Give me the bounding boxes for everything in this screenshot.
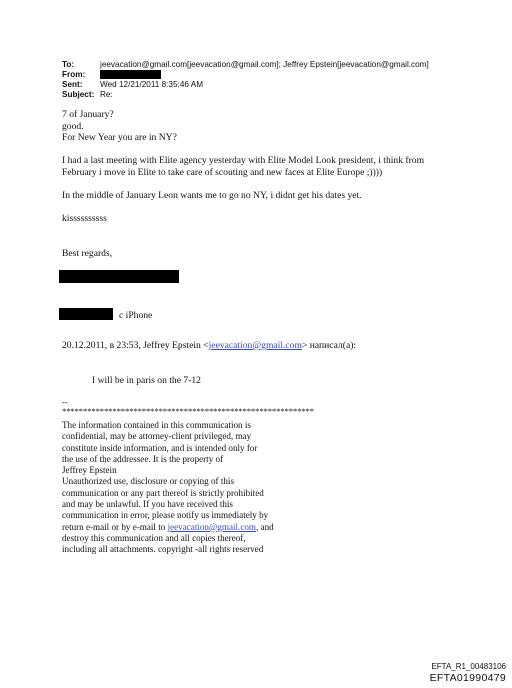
notice-line-12: including all attachments. copyright -all rights reserved [62,544,264,555]
body-line-2: good. [62,121,84,132]
from-label: From: [62,70,86,79]
bates-number-large: EFTA01990479 [429,672,506,684]
signature-stars: ************************************************************ [62,406,314,416]
notice-line-2: confidential, may be attorney-client privileged, may [62,431,252,442]
sent-row [62,80,203,90]
to-row [62,60,429,70]
body-kiss: kissssssssss [62,213,107,224]
iphone-text: с iPhone [119,310,153,321]
notice-line-3: constitute inside information, and is intended only for [62,442,258,453]
body-line-3: For New Year you are in NY? [62,132,177,143]
notice-line-5: Jeffrey Epstein [62,465,117,476]
from-row [62,70,161,80]
signature-redaction [59,270,179,283]
subject-value: Re: [100,90,113,99]
subject-row [62,90,113,100]
sent-label: Sent: [62,80,83,89]
from-redaction [100,70,161,79]
name-redaction [59,308,113,320]
body-paragraph-1-line-2: February i move in Elite to take care of scouting and new faces at Elite Europe ;)))) [62,167,383,178]
iphone-row [59,305,152,323]
notice-line-4: the use of the addressee. It is the property of [62,453,224,464]
sent-value: Wed 12/21/2011 8:35:46 AM [100,80,204,89]
body-regards: Best regards, [62,248,113,259]
quote-text: I will be in paris on the 7-12 [92,375,201,386]
quote-email-link[interactable]: jeevacation@gmail.com [208,340,302,351]
notice-line-10-prefix: return e-mail or by e-mail to [62,521,168,532]
to-label: To: [62,60,75,69]
body-line-1: 7 of January? [62,109,114,120]
body-paragraph-2: In the middle of January Leon wants me to go no NY, i didnt get his dates yet. [62,190,362,201]
notice-line-1: The information contained in this communication is [62,420,251,430]
quote-header-prefix: 20.12.2011, в 23:53, Jeffrey Epstein < [62,340,209,351]
to-value: jeevacation@gmail.com[jeevacation@gmail.com]; Jeffrey Epstein[jeevacation@gmail.com] [100,60,429,69]
quote-header-suffix: > написал(а): [301,340,357,351]
quote-header [62,340,356,352]
notice-line-10-suffix: , and [255,521,274,532]
notice-line-8: and may be unlawful. If you have received this [62,499,233,510]
notice-line-10 [62,522,274,533]
body-paragraph-1-line-1: I had a last meeting with Elite agency yesterday with Elite Model Look president, i think from [62,155,425,166]
confidentiality-notice [62,420,274,556]
notice-line-9: communication in error, please notify us immediately by [62,510,269,521]
notice-email-link[interactable]: jeevacation@gmail.com [167,521,256,532]
notice-line-7: communication or any part thereof is strictly prohibited [62,487,264,498]
signature-dashes: -- [62,397,68,407]
notice-line-6: Unauthorized use, disclosure or copying of this [62,476,234,487]
subject-label: Subject: [62,90,95,99]
bates-number-small: EFTA_R1_00483106 [431,662,506,671]
notice-line-11: destroy this communication and all copies thereof, [62,532,246,543]
